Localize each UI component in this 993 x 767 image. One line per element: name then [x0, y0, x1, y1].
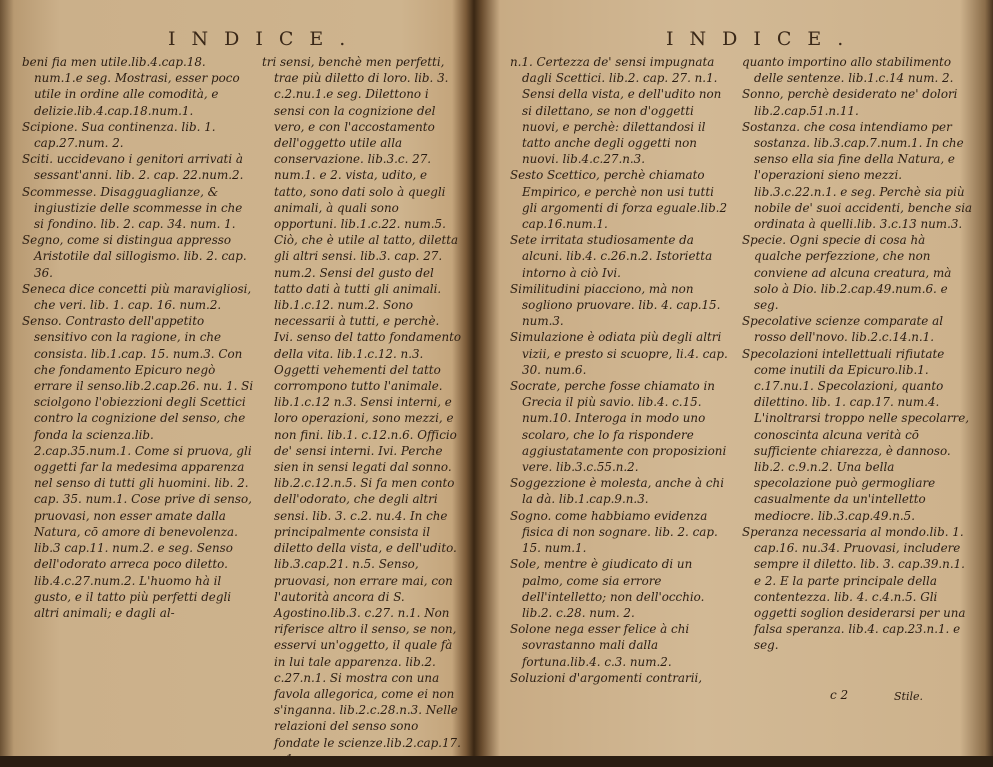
index-entry: tri sensi, benchè men perfetti, trae più diletto di loro. lib. 3. c.2.nu.1.e seg. Dilettono i sensi con la cognizione del vero, e con l'accostamento dell'oggetto utile alla conservazione. lib.3.c. 27. num.1. e 2. vista, udito, e tatto, sono dati solo à quegli animali, à quali sono opportuni. lib.1.c.22. num.5. Ciò, che è utile al tatto, diletta gli altri sensi. lib.3. cap. 27. num.2. Sensi del gusto del tatto dati à tutti gli animali. lib.1.c.12. num.2. Sono necessarii à tutti, e perchè. Ivi. senso del tatto fondamento della vita. lib.1.c.12. n.3. Oggetti vehementi del tatto corrompono tutto l'animale. lib.1.c.12 n.3. Sensi interni, e loro operazioni, sono mezzi, e non fini. lib.1. c.12.n.6. Officio de' sensi interni. Ivi. Perche sien in sensi legati dal sonno. lib.2.c.12.n.5. Si fa men conto dell'odorato, che degli altri sensi. lib. 3. c.2. nu.4. In che principalmente consista il diletto della vista, e dell'udito. lib.3.cap.21. n.5. Senso, pruovasi, non errare mai, con l'autorità ancora di S. Agostino.lib.3. c.27. n.1. Non riferisce altro il senso, se non, esservi un'oggetto, il quale fà in lui tale apparenza. lib.2. c.27.n.1. Si mostra con una favola allegorica, come ei non s'inganna. lib.2.c.28.n.3. Nelle relazioni del senso sono fondate le scienze.lib.2.cap.17. n.1.: [262, 55, 462, 766]
left-page: [0, 0, 468, 766]
index-entry: Sogno. come habbiamo evidenza fisica di non sognare. lib. 2. cap. 15. num.1.: [510, 508, 718, 556]
index-entry: Solone nega esser felice à chi sovrastanno mali dalla fortuna.lib.4. c.3. num.2.: [510, 622, 690, 669]
catchword: Stile.: [894, 690, 923, 703]
index-entry: Specie. Ogni specie di cosa hà qualche perfezzione, che non conviene ad alcuna creatura, mà solo à Dio. lib.2.cap.49.num.6. e seg.: [742, 233, 952, 313]
index-column-2: [262, 54, 462, 767]
index-entry: Specolative scienze comparate al rosso dell'novo. lib.2.c.14.n.1.: [742, 314, 944, 345]
index-entry: Scommesse. Disagguaglianze, & ingiustizie delle scommesse in che si fondino. lib. 2. cap. 34. num. 1.: [22, 184, 243, 232]
index-entry: Soggezzione è molesta, anche à chi la dà. lib.1.cap.9.n.3.: [510, 476, 725, 507]
index-column-1: [22, 54, 254, 621]
index-entry: n.1. Certezza de' sensi impugnata dagli Scettici. lib.2. cap. 27. n.1. Sensi della vista, e dell'udito non si dilettano, se non d'oggetti nuovi, e perchè: dilettandosi il tatto anche degli oggetti non nuovi. lib.4.c.27.n.3.: [510, 55, 722, 167]
index-entry: Specolazioni intellettuali rifiutate come inutili da Epicuro.lib.1. c.17.nu.1. Specolazioni, quanto dilettino. lib. 1. cap.17. num.4. L'inoltrarsi troppo nelle specolarre, conoscinta alcuna verità cō sufficiente chiarezza, è dannoso. lib.2. c.9.n.2. Una bella specolazione può germogliare casualmente da un'intelletto mediocre. lib.3.cap.49.n.5.: [742, 346, 970, 523]
index-entry: quanto importino allo stabilimento delle sentenze. lib.1.c.14 num. 2.: [742, 55, 954, 86]
index-entry: Sole, mentre è giudicato di un palmo, come sia errore dell'intelletto; non dell'occhio. lib.2. c.28. num. 2.: [510, 557, 705, 620]
index-entry: Sonno, perchè desiderato ne' dolori lib.2.cap.51.n.11.: [742, 87, 958, 118]
page-header: INDICE.: [666, 28, 860, 50]
index-entry: Scipione. Sua continenza. lib. 1. cap.27.num. 2.: [22, 119, 216, 151]
page-header: INDICE.: [168, 28, 362, 50]
index-entry: Segno, come si distingua appresso Aristotile dal sillogismo. lib. 2. cap. 36.: [22, 233, 247, 280]
index-entry: Speranza necessaria al mondo.lib. 1. cap.16. nu.34. Pruovasi, includere sempre il diletto. lib. 3. cap.39.n.1. e 2. E la parte principale della contentezza. lib. 4. c.4.n.5. Gli oggetti soglion desiderarsi per una falsa speranza. lib.4. cap.23.n.1. e seg.: [742, 524, 966, 653]
index-entry: Soluzioni d'argomenti contrarii,: [510, 670, 703, 685]
index-entry: Similitudini piacciono, mà non sogliono pruovare. lib. 4. cap.15. num.3.: [510, 281, 721, 329]
index-column-4: [742, 54, 974, 654]
index-entry: Seneca dice concetti più maravigliosi, che veri. lib. 1. cap. 16. num.2.: [22, 281, 252, 313]
index-column-3: [510, 54, 728, 686]
index-entry: Simulazione è odiata più degli altri vizii, e presto si scuopre, li.4. cap. 30. num.6.: [510, 330, 728, 377]
index-entry: beni fia men utile.lib.4.cap.18. num.1.e seg. Mostrasi, esser poco utile in ordine alle comodità, e delizie.lib.4.cap.18.num.1.: [22, 55, 240, 118]
index-entry: Socrate, perche fosse chiamato in Grecia il più savio. lib.4. c.15. num.10. Interoga in modo uno scolaro, che lo fa rispondere aggiustatamente con proposizioni vere. lib.3.c.55.n.2.: [510, 379, 727, 475]
index-entry: Sostanza. che cosa intendiamo per sostanza. lib.3.cap.7.num.1. In che senso ella sia fine della Natura, e l'operazioni sieno mezzi. lib.3.c.22.n.1. e seg. Perchè sia più nobile de' suoi accidenti, benche sia ordinata à quelli.lib. 3.c.13 num.3.: [742, 119, 973, 232]
index-entry: Sesto Scettico, perchè chiamato Empirico, e perchè non usi tutti gli argomenti di forza eguale.lib.2 cap.16.num.1.: [510, 168, 728, 232]
index-entry: Senso. Contrasto dell'appetito sensitivo con la ragione, in che consista. lib.1.cap. 15. num.3. Con che fondamento Epicuro negò errare il senso.lib.2.cap.26. nu. 1. Si sciolgono l'obiezzioni degli Scettici contro la cognizione del senso, che fonda la scienza.lib. 2.cap.35.num.1. Come si pruova, gli oggetti far la medesima apparenza nel senso di tutti gli huomini. lib. 2. cap. 35. num.1. Cose prive di senso, pruovasi, non esser amate dalla Natura, cō amore di benevolenza. lib.3 cap.11. num.2. e seg. Senso dell'odorato arreca poco diletto. lib.4.c.27.num.2. L'huomo hà il gusto, e il tatto più perfetti degli altri animali; e dagli al-: [22, 314, 254, 620]
index-entry: Sete irritata studiosamente da alcuni. lib.4. c.26.n.2. Istorietta intorno à ciò Ivi.: [510, 233, 713, 280]
right-page: [474, 0, 993, 756]
signature-mark: c 2: [830, 688, 849, 702]
index-entry: Sciti. uccidevano i genitori arrivati à sessant'anni. lib. 2. cap. 22.num.2.: [22, 152, 244, 183]
